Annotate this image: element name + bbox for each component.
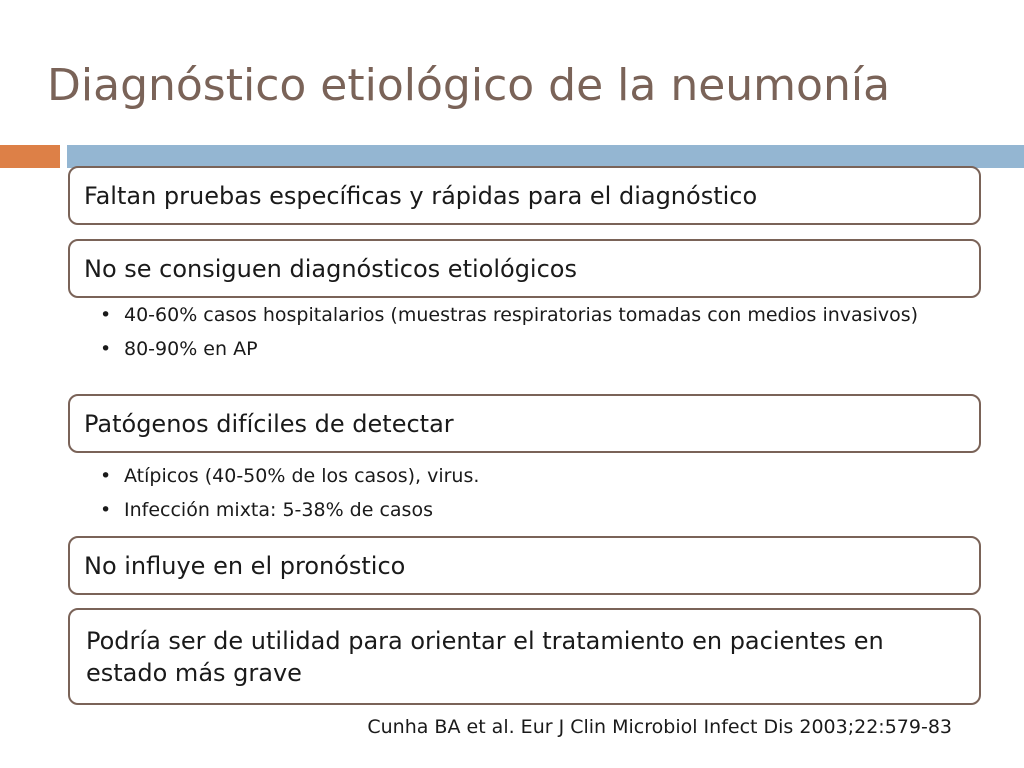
bullet-list-pathogens bbox=[100, 463, 980, 531]
point-box-3-text: Patógenos difíciles de detectar bbox=[84, 409, 454, 438]
point-box-1-text: Faltan pruebas específicas y rápidas para el diagnóstico bbox=[84, 181, 758, 210]
point-box-5 bbox=[68, 608, 981, 705]
point-box-5-text: Podría ser de utilidad para orientar el tratamiento en pacientes en estado más grave bbox=[86, 626, 884, 687]
point-box-4 bbox=[68, 536, 981, 595]
bullet-item: • Infección mixta: 5-38% de casos bbox=[100, 497, 980, 523]
citation: Cunha BA et al. Eur J Clin Microbiol Infect Dis 2003;22:579-83 bbox=[367, 716, 952, 738]
point-box-2-text: No se consiguen diagnósticos etiológicos bbox=[84, 254, 577, 283]
bullet-list-etiology bbox=[100, 302, 980, 370]
bullet-item: • 40-60% casos hospitalarios (muestras respiratorias tomadas con medios invasivos) bbox=[100, 302, 980, 328]
point-box-1 bbox=[68, 166, 981, 225]
slide-title: Diagnóstico etiológico de la neumonía bbox=[47, 60, 891, 111]
point-box-4-text: No influye en el pronóstico bbox=[84, 551, 406, 580]
point-box-3 bbox=[68, 394, 981, 453]
accent-bar-orange bbox=[0, 145, 60, 168]
bullet-item: • 80-90% en AP bbox=[100, 336, 980, 362]
bullet-item: • Atípicos (40-50% de los casos), virus. bbox=[100, 463, 980, 489]
accent-bar-blue bbox=[67, 145, 1024, 168]
point-box-2 bbox=[68, 239, 981, 298]
